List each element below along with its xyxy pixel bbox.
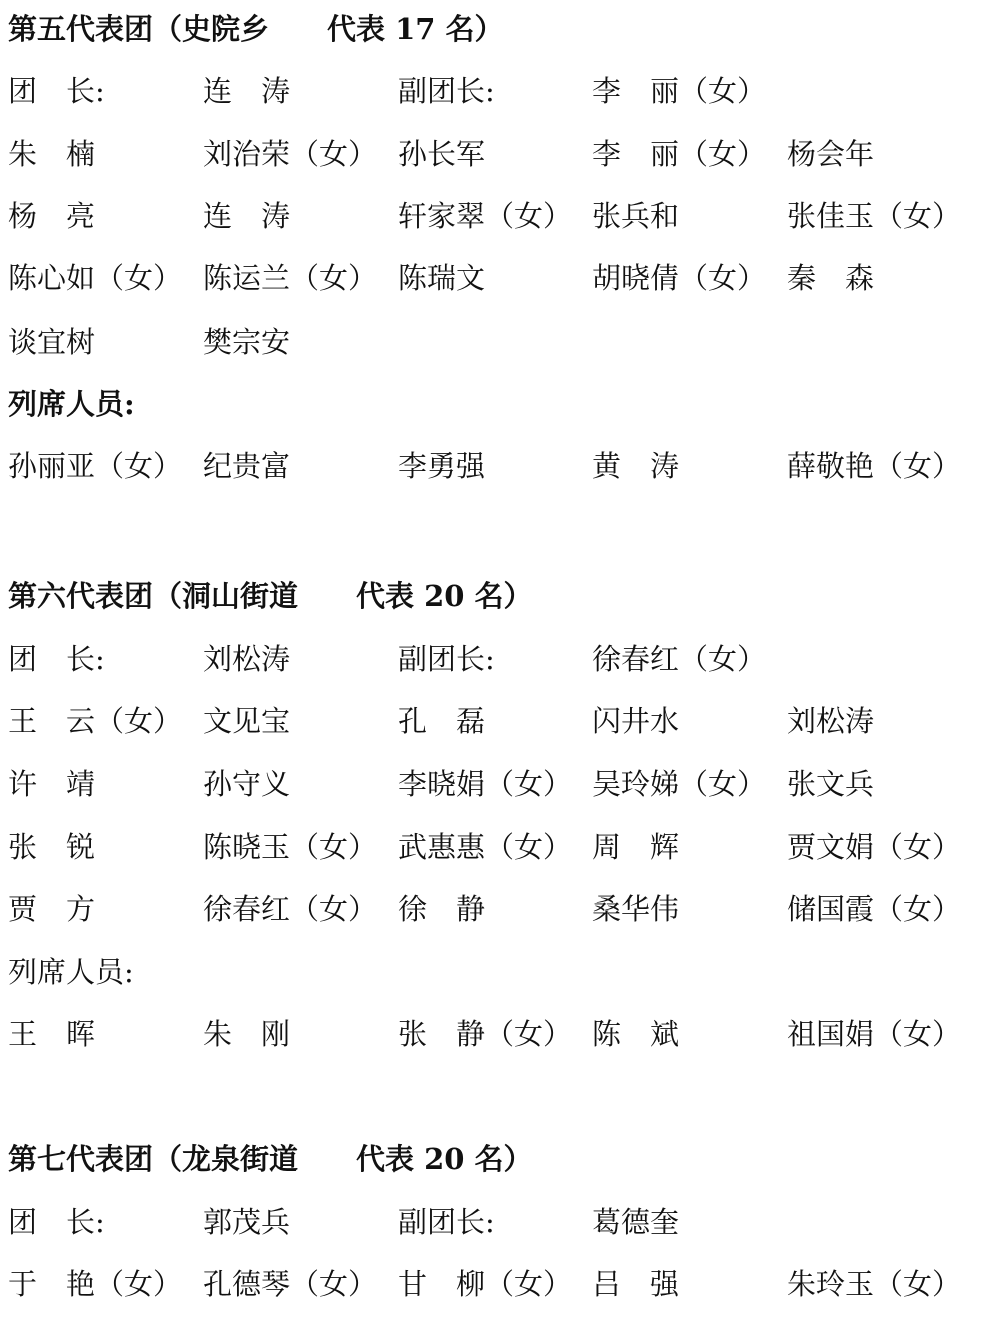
attendee-name: 王 晖 bbox=[8, 1017, 96, 1051]
attendee-name: 祖国娟（女） bbox=[787, 1017, 962, 1051]
member-name: 孔 磊 bbox=[398, 704, 486, 738]
member-name: 许 靖 bbox=[8, 767, 96, 801]
member-name: 王 云（女） bbox=[8, 704, 183, 738]
attendee-name: 孙丽亚（女） bbox=[8, 449, 183, 483]
deputy-leader-name: 李 丽（女） bbox=[592, 74, 767, 108]
member-name: 谈宜树 bbox=[8, 325, 96, 359]
member-name: 徐春红（女） bbox=[203, 892, 378, 926]
member-name: 张佳玉（女） bbox=[787, 199, 962, 233]
section-heading: 第五代表团（史院乡 代表 17 名） bbox=[8, 12, 504, 46]
member-name: 贾 方 bbox=[8, 892, 96, 926]
member-name: 陈运兰（女） bbox=[203, 261, 378, 295]
member-name: 樊宗安 bbox=[203, 325, 291, 359]
member-name: 周 辉 bbox=[592, 830, 680, 864]
member-name: 甘 柳（女） bbox=[398, 1267, 573, 1301]
member-name: 张文兵 bbox=[787, 767, 875, 801]
member-name: 朱玲玉（女） bbox=[787, 1267, 962, 1301]
deputy-leader-name: 葛德奎 bbox=[592, 1205, 680, 1239]
member-name: 杨 亮 bbox=[8, 199, 96, 233]
member-name: 胡晓倩（女） bbox=[592, 261, 767, 295]
member-name: 徐 静 bbox=[398, 892, 486, 926]
member-name: 刘松涛 bbox=[787, 704, 875, 738]
leader-name: 连 涛 bbox=[203, 74, 291, 108]
deputy-leader-name: 徐春红（女） bbox=[592, 642, 767, 676]
member-name: 陈晓玉（女） bbox=[203, 830, 378, 864]
member-name: 秦 森 bbox=[787, 261, 875, 295]
leader-label: 团 长: bbox=[8, 642, 105, 676]
deputy-leader-label: 副团长: bbox=[398, 642, 495, 676]
member-name: 连 涛 bbox=[203, 199, 291, 233]
member-name: 陈心如（女） bbox=[8, 261, 183, 295]
member-name: 李 丽（女） bbox=[592, 137, 767, 171]
leader-name: 郭茂兵 bbox=[203, 1205, 291, 1239]
member-name: 杨会年 bbox=[787, 137, 875, 171]
member-name: 文见宝 bbox=[203, 704, 291, 738]
attendee-name: 纪贵富 bbox=[203, 449, 291, 483]
attendee-name: 李勇强 bbox=[398, 449, 486, 483]
attendees-heading: 列席人员: bbox=[8, 955, 134, 989]
leader-label: 团 长: bbox=[8, 1205, 105, 1239]
member-name: 张 锐 bbox=[8, 830, 96, 864]
member-name: 朱 楠 bbox=[8, 137, 96, 171]
member-name: 吕 强 bbox=[592, 1267, 680, 1301]
member-name: 李晓娟（女） bbox=[398, 767, 573, 801]
member-name: 陈瑞文 bbox=[398, 261, 486, 295]
member-name: 闪井水 bbox=[592, 704, 680, 738]
member-name: 武惠惠（女） bbox=[398, 830, 573, 864]
member-name: 吴玲娣（女） bbox=[592, 767, 767, 801]
member-name: 刘治荣（女） bbox=[203, 137, 378, 171]
member-name: 桑华伟 bbox=[592, 892, 680, 926]
deputy-leader-label: 副团长: bbox=[398, 1205, 495, 1239]
member-name: 轩家翠（女） bbox=[398, 199, 573, 233]
leader-name: 刘松涛 bbox=[203, 642, 291, 676]
member-name: 孙长军 bbox=[398, 137, 486, 171]
attendee-name: 黄 涛 bbox=[592, 449, 680, 483]
section-heading: 第六代表团（洞山街道 代表 20 名） bbox=[8, 579, 533, 613]
attendee-name: 陈 斌 bbox=[592, 1017, 680, 1051]
member-name: 储国霞（女） bbox=[787, 892, 962, 926]
leader-label: 团 长: bbox=[8, 74, 105, 108]
attendees-heading: 列席人员: bbox=[8, 387, 135, 421]
member-name: 贾文娟（女） bbox=[787, 830, 962, 864]
member-name: 张兵和 bbox=[592, 199, 680, 233]
section-heading: 第七代表团（龙泉街道 代表 20 名） bbox=[8, 1142, 533, 1176]
attendee-name: 薛敬艳（女） bbox=[787, 449, 962, 483]
attendee-name: 朱 刚 bbox=[203, 1017, 291, 1051]
deputy-leader-label: 副团长: bbox=[398, 74, 495, 108]
member-name: 孔德琴（女） bbox=[203, 1267, 378, 1301]
member-name: 孙守义 bbox=[203, 767, 291, 801]
attendee-name: 张 静（女） bbox=[398, 1017, 573, 1051]
member-name: 于 艳（女） bbox=[8, 1267, 183, 1301]
